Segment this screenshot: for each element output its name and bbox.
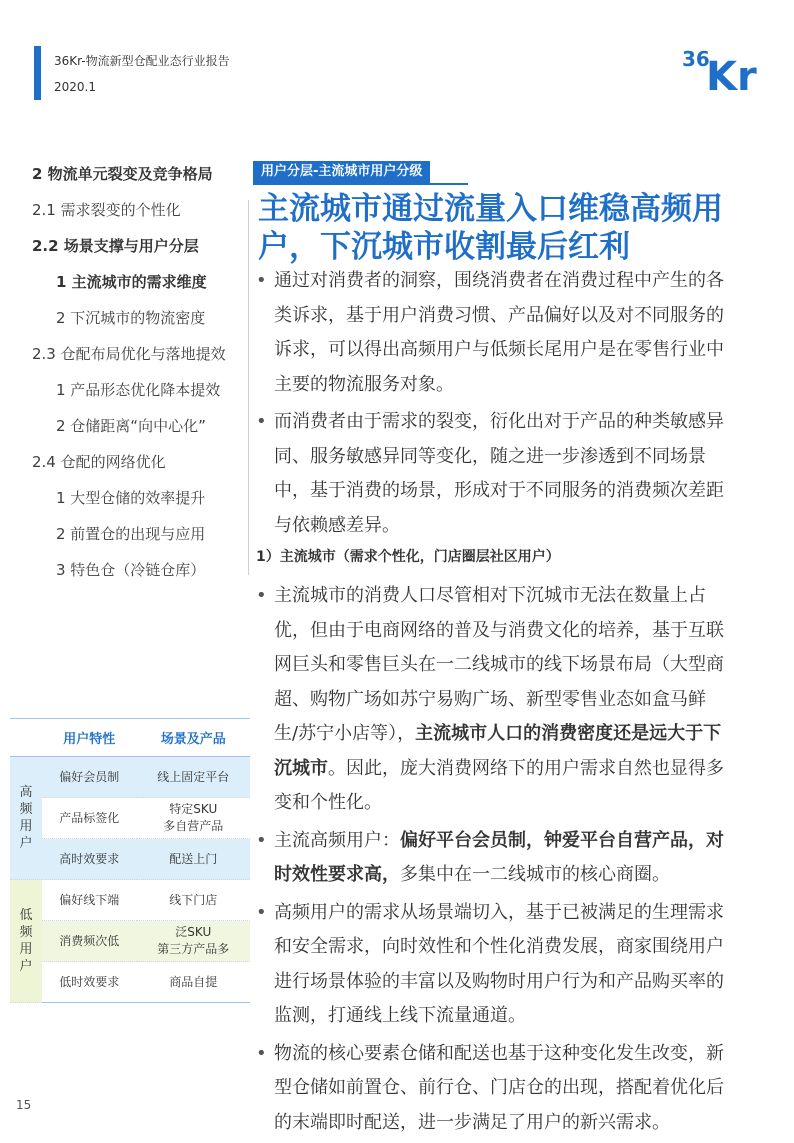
brand-logo (680, 44, 764, 94)
toc-item[interactable]: 2 前置仓的出现与应用 (56, 525, 206, 543)
toc-item[interactable]: 2.3 仓配布局优化与落地提效 (32, 345, 226, 363)
toc-item[interactable]: 2.2 场景支撑与用户分层 (32, 237, 199, 255)
subheading: 1）主流城市（需求个性化，门店圈层社区用户） (256, 549, 560, 565)
table-row (10, 880, 250, 921)
toc-item[interactable]: 2 仓储距离“向中心化” (56, 417, 206, 435)
table-cell-scene: 线下门店 (137, 880, 250, 921)
table-cell-scene: 泛SKU 第三方产品多 (137, 921, 250, 962)
bullet-paragraph (256, 264, 728, 402)
toc-item[interactable]: 2 下沉城市的物流密度 (56, 309, 206, 327)
paragraph-text: 主流城市的消费人口尽管相对下沉城市无法在数量上占优，但由于电商网络的普及与消费文化的培养，基于互联网巨头和零售巨头在一二线城市的线下场景布局（大型商超、购物广场如苏宁易购广场、新型零售业态如盒马鲜生/苏宁小店等）， (274, 585, 724, 744)
table-header-scene: 场景及产品 (137, 719, 250, 757)
bullet-icon: • (256, 585, 267, 606)
main-content (256, 264, 728, 1143)
paragraph-emphasis: 主流城市人口的消费密度还是远大于下沉城市 (274, 723, 722, 779)
table-cell-scene: 配送上门 (137, 839, 250, 880)
table-cell-trait: 消费频次低 (42, 921, 137, 962)
table-row (10, 839, 250, 880)
table-header-trait: 用户特性 (42, 719, 137, 757)
toc-divider (248, 200, 249, 575)
toc-item[interactable]: 3 特色仓（冷链仓库） (56, 561, 206, 579)
bullet-paragraph (256, 896, 728, 1034)
svg-text:36: 36 (682, 47, 710, 71)
report-title: 36Kr-物流新型仓配业态行业报告 (54, 54, 230, 68)
bullet-icon: • (256, 270, 267, 291)
bullet-icon: • (256, 1042, 267, 1064)
page-headline: 主流城市通过流量入口维稳高频用户，下沉城市收割最后红利 (258, 191, 723, 265)
table-cell-trait: 高时效要求 (42, 839, 137, 880)
toc-item[interactable]: 1 产品形态优化降本提效 (56, 381, 221, 399)
toc-item[interactable]: 1 大型仓储的效率提升 (56, 489, 206, 507)
paragraph-emphasis: 偏好平台会员制，钟爱平台自营产品，对时效性要求高， (274, 829, 724, 885)
table-header-row (10, 719, 250, 757)
bullet-icon: • (256, 411, 267, 432)
paragraph-text: 多集中在一二线城市的核心商圈。 (400, 864, 670, 885)
bullet-paragraph (256, 579, 728, 821)
report-date: 2020.1 (54, 80, 96, 94)
svg-text:Kr: Kr (706, 54, 757, 94)
bullet-paragraph (256, 405, 728, 543)
paragraph-text: 主流高频用户： (274, 829, 400, 851)
table-row (10, 921, 250, 962)
toc-item[interactable]: 2.1 需求裂变的个性化 (32, 201, 181, 219)
table-header-blank (10, 719, 42, 757)
table-of-contents (32, 163, 252, 595)
table-row (10, 757, 250, 798)
paragraph-text: 而消费者由于需求的裂变，衍化出对于产品的种类敏感异同、服务敏感异同等变化，随之进一步渗透到不同场景中，基于消费的场景，形成对于不同服务的消费频次差距与依赖感差异。 (274, 411, 724, 536)
paragraph-text: 物流的核心要素仓储和配送也基于这种变化发生改变，新型仓储如前置仓、前行仓、门店仓的出现，搭配着优化后的末端即时配送，进一步满足了用户的新兴需求。 (274, 1042, 724, 1133)
table-cell-scene: 商品自提 (137, 962, 250, 1003)
table-cell-trait: 偏好会员制 (42, 757, 137, 798)
group-label-high: 高 频 用 户 (10, 757, 42, 880)
paragraph-text: 。因此，庞大消费网络下的用户需求自然也显得多变和个性化。 (274, 757, 724, 813)
table-row (10, 962, 250, 1003)
section-tag: 用户分层-主流城市用户分级 (253, 161, 430, 183)
table-cell-scene: 线上固定平台 (137, 757, 250, 798)
page-number: 15 (16, 1098, 32, 1112)
toc-item[interactable]: 2.4 仓配的网络优化 (32, 453, 166, 471)
bullet-paragraph (256, 824, 728, 893)
table-cell-trait: 偏好线下端 (42, 880, 137, 921)
user-segment-table (10, 718, 250, 1003)
paragraph-text: 高频用户的需求从场景端切入，基于已被满足的生理需求和安全需求，向时效性和个性化消费发展，商家围绕用户进行场景体验的丰富以及购物时用户行为和产品购买率的监测，打通线上线下流量通道。 (274, 901, 724, 1026)
group-label-low: 低 频 用 户 (10, 880, 42, 1003)
bullet-icon: • (256, 901, 267, 923)
toc-item[interactable]: 1 主流城市的需求维度 (56, 273, 207, 291)
table-cell-trait: 低时效要求 (42, 962, 137, 1003)
bullet-icon: • (256, 829, 267, 851)
table-row (10, 798, 250, 839)
table-cell-scene: 特定SKU 多自营产品 (137, 798, 250, 839)
toc-item[interactable]: 2 物流单元裂变及竞争格局 (32, 165, 213, 183)
header-accent-bar (34, 46, 41, 100)
table-cell-trait: 产品标签化 (42, 798, 137, 839)
bullet-paragraph (256, 1037, 728, 1141)
section-tag-underline (253, 183, 468, 185)
paragraph-text: 通过对消费者的洞察，围绕消费者在消费过程中产生的各类诉求，基于用户消费习惯、产品偏好以及对不同服务的诉求，可以得出高频用户与低频长尾用户是在零售行业中主要的物流服务对象。 (274, 270, 724, 395)
